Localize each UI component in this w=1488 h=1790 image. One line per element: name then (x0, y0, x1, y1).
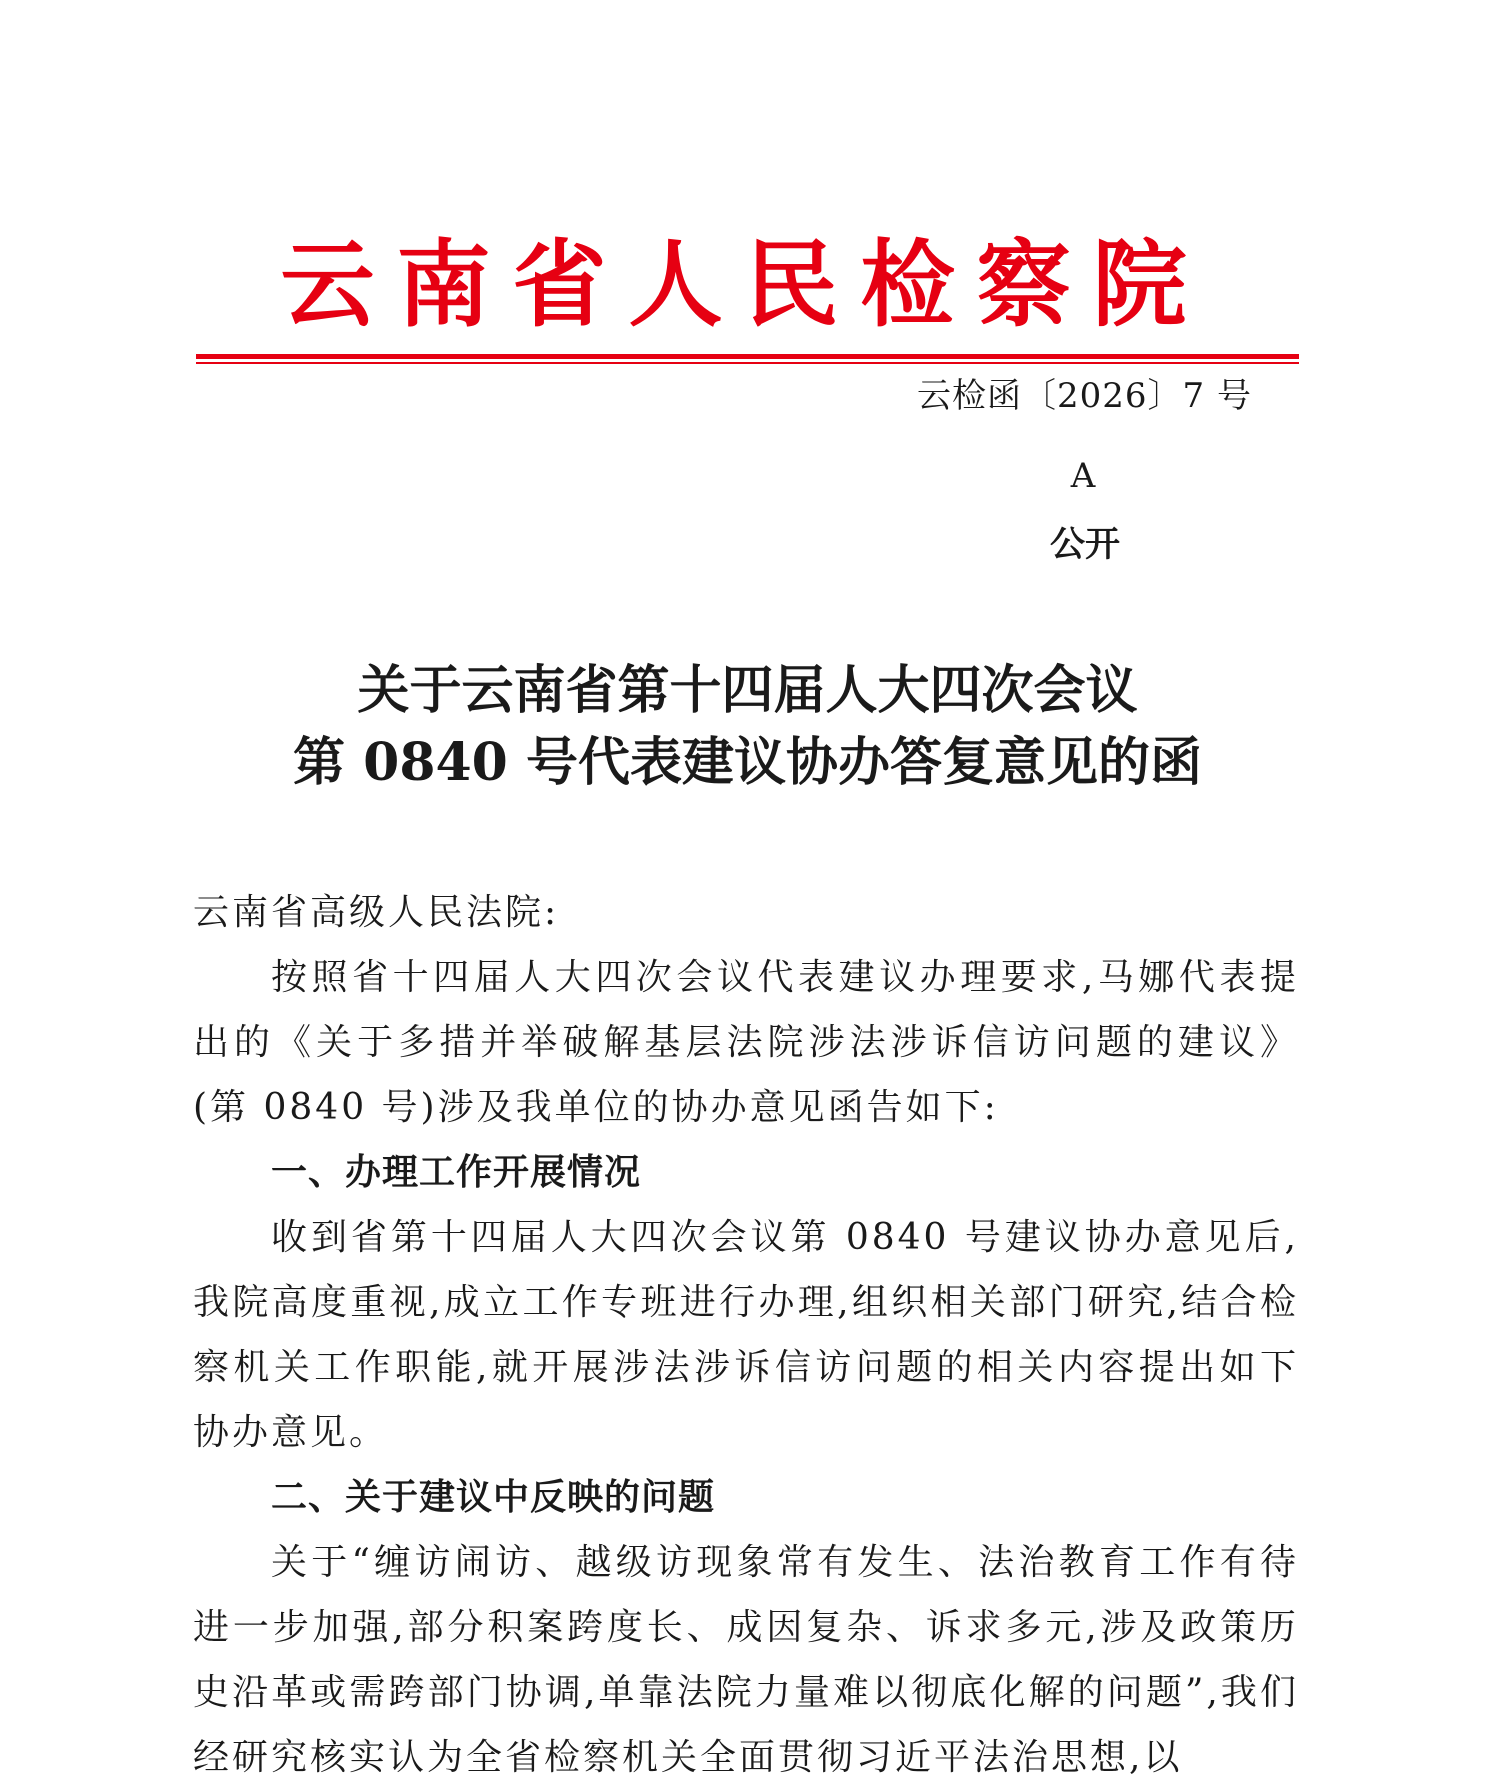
intro-paragraph: 按照省十四届人大四次会议代表建议办理要求,马娜代表提出的《关于多措并举破解基层法院涉法涉诉信访问题的建议》(第 0840 号)涉及我单位的协办意见函告如下: (193, 957, 1299, 1128)
title-line-1: 关于云南省第十四届人大四次会议 (357, 660, 1138, 721)
title-line-2: 第 0840 号代表建议协办答复意见的函 (293, 732, 1202, 793)
document-title (196, 655, 1299, 799)
masthead-red-rule-thin (196, 362, 1299, 364)
section-1-paragraph: 收到省第十四届人大四次会议第 0840 号建议协办意见后,我院高度重视,成立工作专班进行办理,组织相关部门研究,结合检察机关工作职能,就开展涉法涉诉信访问题的相关内容提出如下协办意见。 (193, 1217, 1299, 1453)
masthead-red-rule-thick (196, 354, 1299, 359)
section-2-paragraph: 关于“缠访闹访、越级访现象常有发生、法治教育工作有待进一步加强,部分积案跨度长、成因复杂、诉求多元,涉及政策历史沿革或需跨部门协调,单靠法院力量难以彻底化解的问题”,我们经研究核实认为全省检察机关全面贯彻习近平法治思想,以 (193, 1542, 1299, 1778)
org-masthead: 云南省人民检察院 (280, 230, 1209, 340)
addressee: 云南省高级人民法院: (193, 892, 560, 933)
section-2-heading: 二、关于建议中反映的问题 (271, 1477, 716, 1518)
openness-label: 公开 (1049, 525, 1120, 565)
document-number: 云检函〔2026〕7 号 (917, 376, 1252, 416)
section-1-heading: 一、办理工作开展情况 (271, 1152, 642, 1193)
document-body (193, 880, 1299, 1790)
document-level: A (1070, 456, 1096, 496)
